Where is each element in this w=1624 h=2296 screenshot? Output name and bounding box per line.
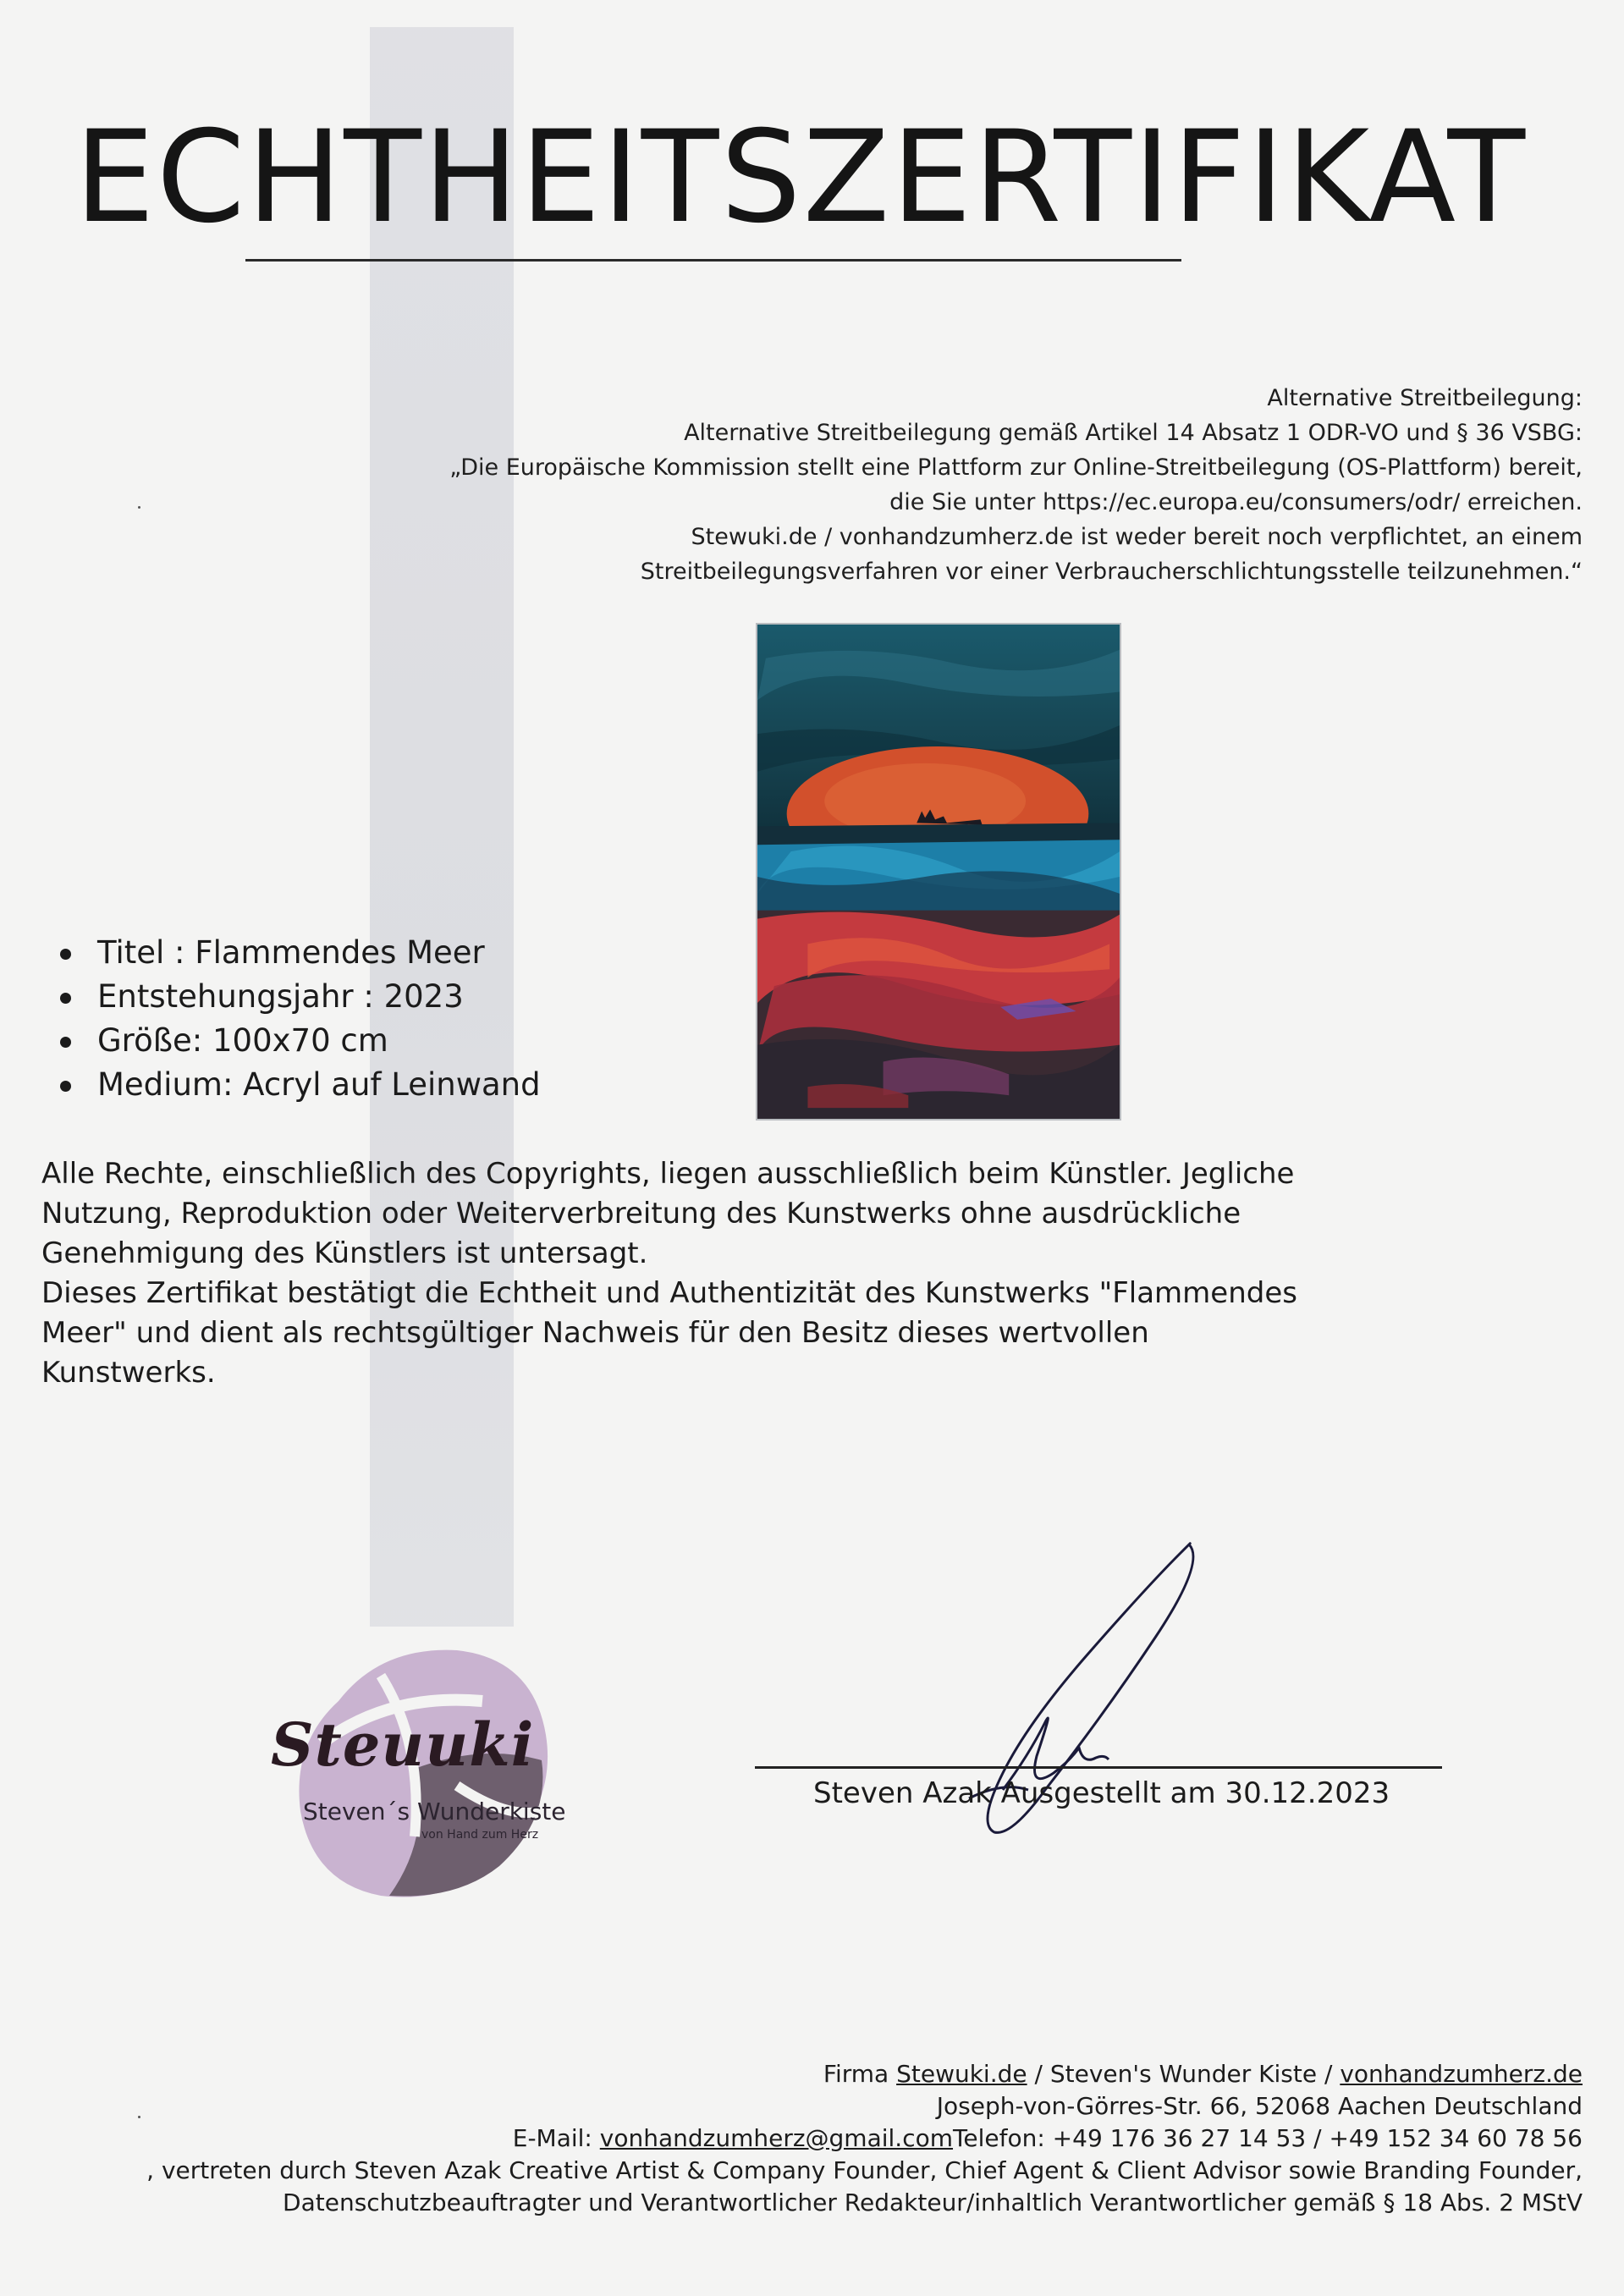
signature-line: [755, 1766, 1442, 1769]
rights-statement: [41, 1154, 1362, 1393]
certificate-title: ECHTHEITSZERTIFIKAT: [74, 104, 1528, 251]
footer-company-prefix: Firma: [823, 2060, 897, 2088]
fact-title: [49, 931, 541, 975]
fact-text: Größe: 100x70 cm: [97, 1022, 388, 1059]
company-logo: [269, 1642, 625, 1913]
rights-line: Genehmigung des Künstlers ist untersagt.: [41, 1236, 648, 1270]
bullet-icon: [60, 949, 71, 960]
logo-tagline: von Hand zum Herz: [421, 1828, 539, 1842]
footer-link-stewuki[interactable]: Stewuki.de: [896, 2060, 1027, 2088]
footer-email-prefix: E-Mail:: [512, 2124, 600, 2152]
company-footer: [144, 2058, 1583, 2219]
footer-responsibility: Datenschutzbeauftragter und Verantwortlicher Redakteur/inhaltlich Verantwortlicher gemäß § 18 Abs. 2 MStV: [283, 2189, 1583, 2216]
legal-notice: [262, 381, 1583, 589]
legal-line: die Sie unter https://ec.europa.eu/consumers/odr/ erreichen.: [889, 489, 1583, 515]
title-underline: [245, 259, 1181, 262]
footer-phone: Telefon: +49 176 36 27 14 53 / +49 152 34 60 78 56: [953, 2124, 1583, 2152]
legal-line: Stewuki.de / vonhandzumherz.de ist weder bereit noch verpflichtet, an einem: [691, 524, 1583, 550]
rights-line: Kunstwerks.: [41, 1356, 216, 1390]
footer-email-link[interactable]: vonhandzumherz@gmail.com: [599, 2124, 954, 2152]
fact-text: Titel : Flammendes Meer: [97, 934, 485, 971]
rights-line: Dieses Zertifikat bestätigt die Echtheit und Authentizität des Kunstwerks "Flammendes: [41, 1276, 1297, 1310]
footer-company-line: [144, 2058, 1583, 2090]
rights-line: Meer" und dient als rechtsgültiger Nachweis für den Besitz dieses wertvollen: [41, 1316, 1149, 1350]
footer-representation: , vertreten durch Steven Azak Creative Artist & Company Founder, Chief Agent & Client Advisor sowie Branding Founder,: [146, 2156, 1583, 2184]
footer-contact-line: [144, 2123, 1583, 2155]
legal-line: Streitbeilegungsverfahren vor einer Verbraucherschlichtungsstelle teilzunehmen.“: [640, 559, 1583, 585]
bullet-icon: [60, 993, 71, 1004]
rights-line: Nutzung, Reproduktion oder Weiterverbreitung des Kunstwerks ohne ausdrückliche: [41, 1197, 1241, 1231]
footer-link-vonhandzumherz[interactable]: vonhandzumherz.de: [1340, 2060, 1583, 2088]
footer-address: Joseph-von-Görres-Str. 66, 52068 Aachen Deutschland: [936, 2092, 1583, 2120]
paper-speck: [138, 2116, 140, 2118]
fact-medium: [49, 1063, 541, 1107]
bullet-icon: [60, 1037, 71, 1048]
fact-year: [49, 975, 541, 1019]
fact-text: Entstehungsjahr : 2023: [97, 978, 464, 1015]
artwork-facts-list: [49, 931, 541, 1107]
fact-text: Medium: Acryl auf Leinwand: [97, 1066, 541, 1103]
legal-line: Alternative Streitbeilegung gemäß Artikel 14 Absatz 1 ODR-VO und § 36 VSBG:: [684, 420, 1583, 446]
artwork-painting: [757, 625, 1120, 1119]
footer-company-middle: / Steven's Wunder Kiste /: [1027, 2060, 1340, 2088]
logo-company-name: Steven´s Wunderkiste: [303, 1798, 566, 1825]
artwork-image: [756, 623, 1121, 1120]
rights-line: Alle Rechte, einschließlich des Copyrights, liegen ausschließlich beim Künstler. Jegliche: [41, 1157, 1295, 1191]
signature-caption: Steven Azak Ausgestellt am 30.12.2023: [813, 1776, 1390, 1810]
legal-line: Alternative Streitbeilegung:: [1267, 385, 1583, 411]
bullet-icon: [60, 1081, 71, 1092]
logo-script-text: Steuuki: [271, 1710, 535, 1780]
paper-speck: [138, 506, 140, 509]
legal-line: „Die Europäische Kommission stellt eine Plattform zur Online-Streitbeilegung (OS-Plattform) bereit,: [449, 454, 1583, 481]
fact-size: [49, 1019, 541, 1063]
